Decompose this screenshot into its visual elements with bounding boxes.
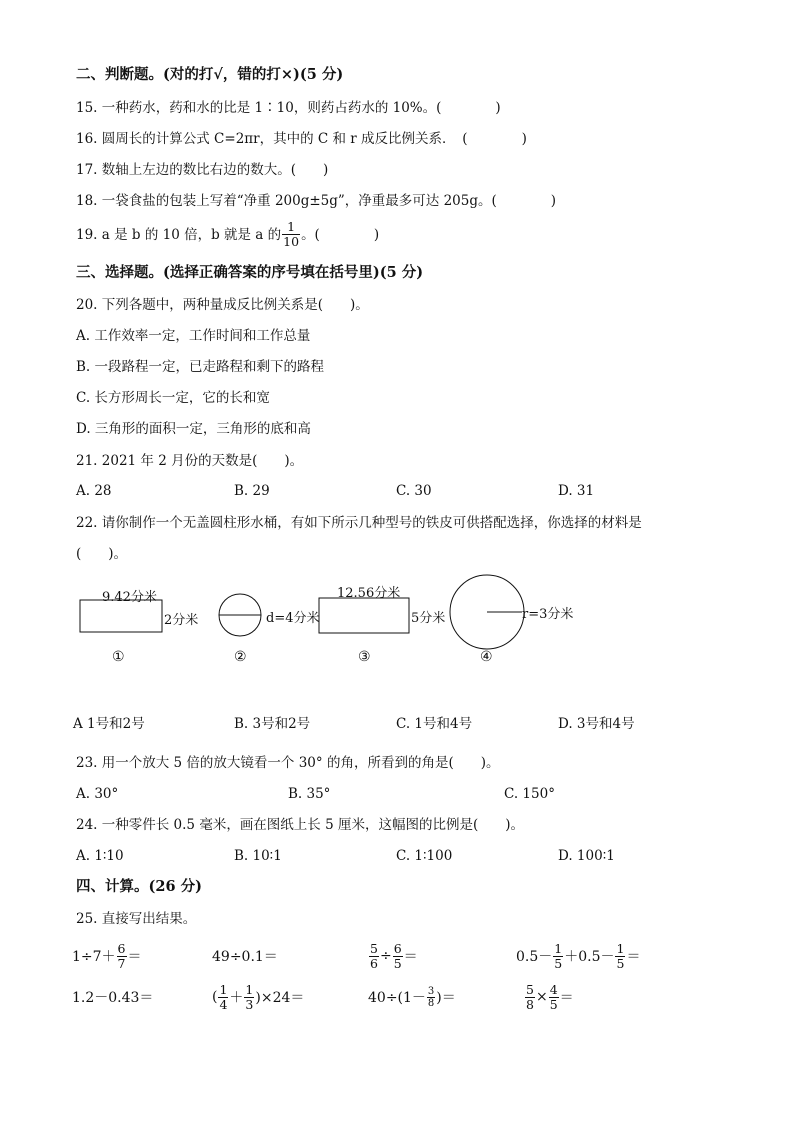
- e8-fraction-2: [549, 983, 559, 1012]
- e4-numerator-1: 1: [554, 940, 563, 956]
- e1-fraction: [117, 942, 127, 971]
- sheet-3-width-label: 5分米: [411, 611, 446, 626]
- e7-denominator: 8: [427, 997, 435, 1009]
- e3-numerator-2: 6: [393, 940, 402, 956]
- q22-option-c: C. 1号和4号: [396, 716, 473, 732]
- expression-5: [72, 977, 153, 1017]
- question-20: 20. 下列各题中，两种量成反比例关系是( )。: [76, 297, 369, 313]
- sheet-1-width-label: 2分米: [164, 613, 199, 628]
- e4-fraction-1: [553, 942, 563, 971]
- expression-4: [516, 936, 640, 976]
- e1-denominator: 7: [117, 955, 126, 971]
- q21-option-c: C. 30: [396, 483, 432, 499]
- e3-numerator-1: 5: [370, 940, 378, 956]
- q22-option-b: B. 3号和2号: [234, 716, 311, 732]
- question-16: 16. 圆周长的计算公式 C=2πr，其中的 C 和 r 成反比例关系． ( ): [76, 131, 527, 147]
- e2-text: 49÷0.1＝: [212, 949, 278, 965]
- e7-tail: )＝: [436, 990, 456, 1006]
- q19-tail: 。( ): [301, 226, 380, 243]
- question-19: [76, 220, 379, 249]
- question-21: 21. 2021 年 2 月份的天数是( )。: [76, 453, 304, 469]
- e6-fraction-2: [244, 983, 254, 1012]
- e6-open: (: [212, 989, 218, 1005]
- q20-option-d: D. 三角形的面积一定，三角形的底和高: [76, 421, 311, 437]
- e6-denominator-2: 3: [245, 996, 254, 1012]
- q20-option-a: A. 工作效率一定，工作时间和工作总量: [76, 328, 311, 344]
- question-22: 22. 请你制作一个无盖圆柱形水桶，有如下所示几种型号的铁皮可供搭配选择，你选择的材料是: [76, 515, 642, 531]
- e7-numerator: 3: [427, 985, 435, 997]
- q20-option-c: C. 长方形周长一定，它的长和宽: [76, 390, 270, 406]
- e1-lead: 1÷7＋: [72, 949, 116, 965]
- sheet-3-rectangle: [319, 598, 409, 633]
- e4-denominator-1: 5: [554, 955, 563, 971]
- e4-fraction-2: [615, 942, 625, 971]
- e8-denominator-1: 8: [526, 996, 534, 1012]
- sheet-2-diameter-label: d=4分米: [266, 611, 320, 626]
- e3-fraction-1: [369, 942, 379, 971]
- q23-option-a: A. 30°: [76, 786, 119, 802]
- sheet-4-radius-label: r=3分米: [522, 607, 574, 622]
- e5-text: 1.2－0.43＝: [72, 990, 154, 1006]
- sheet-4-number: ④: [480, 649, 493, 665]
- expression-3: [368, 936, 418, 976]
- expression-2: [212, 936, 278, 976]
- expression-8: [524, 977, 574, 1017]
- q24-option-b: B. 10∶1: [234, 848, 282, 864]
- sheet-2-number: ②: [234, 649, 247, 665]
- q21-option-d: D. 31: [558, 483, 595, 499]
- e7-lead: 40÷(1－: [368, 990, 426, 1006]
- section-3-heading: 三、选择题。(选择正确答案的序号填在括号里)(5 分): [76, 264, 424, 281]
- section-4-heading: 四、计算。(26 分): [76, 878, 202, 895]
- question-15: 15. 一种药水，药和水的比是 1∶10，则药占药水的 10%。( ): [76, 100, 501, 116]
- question-22-blank: ( )。: [76, 546, 128, 562]
- q21-option-b: B. 29: [234, 483, 270, 499]
- question-18: 18. 一袋食盐的包装上写着“净重 200g±5g”，净重最多可达 205g。( ): [76, 193, 557, 209]
- section-2-heading: 二、判断题。(对的打√，错的打×)(5 分): [76, 66, 344, 83]
- e6-denominator-1: 4: [219, 996, 228, 1012]
- q22-option-a: A 1号和2号: [73, 716, 145, 732]
- e4-numerator-2: 1: [616, 940, 625, 956]
- e6-numerator-2: 1: [245, 981, 254, 997]
- q20-option-b: B. 一段路程一定，已走路程和剩下的路程: [76, 359, 325, 375]
- expression-7: [368, 977, 456, 1017]
- e4-equals: ＝: [626, 949, 641, 965]
- e1-numerator: 6: [117, 940, 126, 956]
- e8-equals: ＝: [559, 990, 574, 1006]
- sheet-1-number: ①: [112, 649, 125, 665]
- e4-denominator-2: 5: [616, 955, 625, 971]
- q23-option-b: B. 35°: [288, 786, 331, 802]
- e3-operator: ÷: [379, 948, 392, 964]
- q24-option-c: C. 1∶100: [396, 848, 453, 864]
- q19-numerator: 1: [287, 219, 296, 234]
- q24-option-a: A. 1∶10: [76, 848, 124, 864]
- q19-denominator: 10: [283, 234, 300, 249]
- q19-text: 19. a 是 b 的 10 倍，b 就是 a 的: [76, 226, 282, 243]
- expression-6: [212, 977, 304, 1017]
- question-23: 23. 用一个放大 5 倍的放大镜看一个 30° 的角，所看到的角是( )。: [76, 755, 500, 771]
- e4-lead: 0.5－: [516, 949, 553, 965]
- sheet-3-number: ③: [358, 649, 371, 665]
- sheet-3-length-label: 12.56分米: [337, 586, 401, 601]
- e3-denominator-1: 6: [370, 955, 378, 971]
- e8-numerator-2: 4: [549, 981, 558, 997]
- sheet-1-length-label: 9.42分米: [102, 590, 157, 605]
- q23-option-c: C. 150°: [504, 786, 555, 802]
- e3-equals: ＝: [403, 949, 418, 965]
- e8-operator: ×: [535, 989, 548, 1005]
- e6-tail: )×24＝: [255, 990, 305, 1006]
- e6-fraction-1: [218, 983, 228, 1012]
- e8-numerator-1: 5: [526, 981, 534, 997]
- e3-fraction-2: [393, 942, 403, 971]
- e8-fraction-1: [525, 983, 535, 1012]
- e7-fraction: [427, 986, 435, 1009]
- q21-option-a: A. 28: [76, 483, 112, 499]
- question-24: 24. 一种零件长 0.5 毫米，画在图纸上长 5 厘米，这幅图的比例是( )。: [76, 817, 525, 833]
- e6-numerator-1: 1: [219, 981, 228, 997]
- expression-1: [72, 936, 142, 976]
- question-17: 17. 数轴上左边的数比右边的数大。( ): [76, 162, 329, 178]
- e6-operator: ＋: [229, 990, 244, 1006]
- q19-fraction: [282, 220, 300, 249]
- e8-denominator-2: 5: [549, 996, 558, 1012]
- e4-middle: ＋0.5－: [564, 949, 615, 965]
- question-25: 25. 直接写出结果。: [76, 911, 197, 927]
- e3-denominator-2: 5: [393, 955, 402, 971]
- q24-option-d: D. 100∶1: [558, 848, 615, 864]
- q22-option-d: D. 3号和4号: [558, 716, 635, 732]
- e1-equals: ＝: [127, 949, 142, 965]
